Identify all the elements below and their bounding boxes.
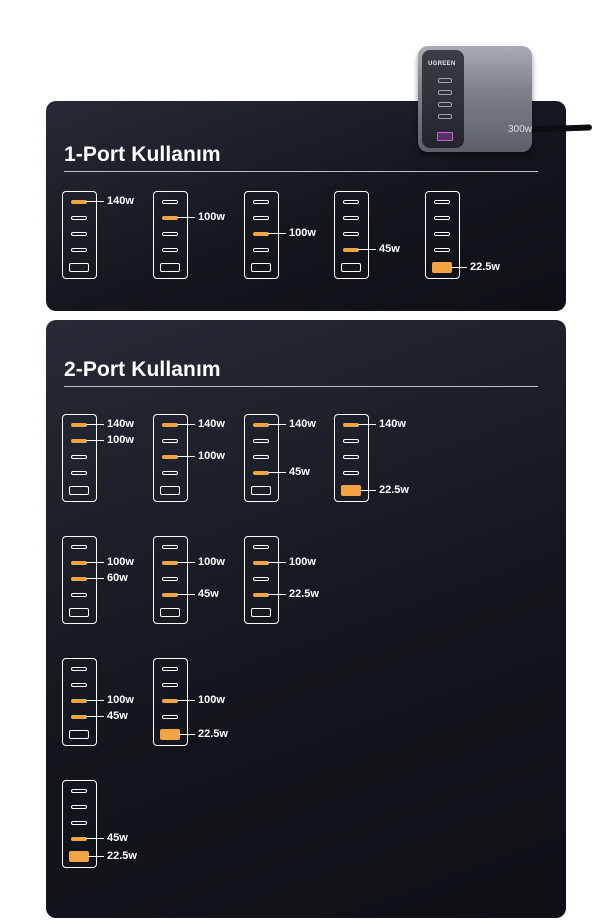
usb-c-port-icon bbox=[162, 455, 178, 459]
usb-c-port-icon bbox=[162, 593, 178, 597]
charger-image bbox=[418, 42, 598, 160]
power-label: 22.5w bbox=[379, 484, 409, 496]
port-config bbox=[62, 191, 97, 279]
leader-line bbox=[451, 267, 467, 268]
port-config bbox=[153, 658, 188, 746]
usb-c-port-icon bbox=[253, 545, 269, 549]
usb-a-port-icon bbox=[69, 486, 89, 495]
usb-c-port-icon bbox=[162, 439, 178, 443]
leader-line bbox=[268, 424, 286, 425]
power-label: 100w bbox=[289, 227, 316, 239]
power-label: 100w bbox=[107, 434, 134, 446]
power-label: 140w bbox=[107, 195, 134, 207]
usb-c-port-icon bbox=[71, 200, 87, 204]
usb-a-port-icon bbox=[251, 608, 271, 617]
usb-c-port-icon bbox=[71, 248, 87, 252]
power-label: 100w bbox=[107, 556, 134, 568]
usb-a-port-icon bbox=[251, 263, 271, 272]
usb-c-port-icon bbox=[162, 216, 178, 220]
usb-a-port-icon bbox=[69, 608, 89, 617]
usb-a-port-icon bbox=[69, 730, 89, 739]
leader-line bbox=[86, 424, 104, 425]
leader-line bbox=[268, 594, 286, 595]
power-label: 100w bbox=[198, 450, 225, 462]
usb-c-port-icon bbox=[162, 545, 178, 549]
leader-line bbox=[177, 700, 195, 701]
usb-c-port-icon bbox=[343, 455, 359, 459]
power-label: 140w bbox=[107, 418, 134, 430]
port-config bbox=[244, 536, 279, 624]
usb-c-port-icon bbox=[343, 232, 359, 236]
usb-c-port-icon bbox=[162, 232, 178, 236]
usb-a-port-icon bbox=[432, 262, 452, 273]
leader-line bbox=[177, 594, 195, 595]
usb-a-port-icon bbox=[160, 486, 180, 495]
leader-line bbox=[86, 440, 104, 441]
usb-c-port-icon bbox=[343, 423, 359, 427]
usb-c-port-icon bbox=[162, 200, 178, 204]
usb-c-port-icon bbox=[253, 471, 269, 475]
power-label: 45w bbox=[379, 243, 400, 255]
power-label: 45w bbox=[107, 832, 128, 844]
usb-c-port-icon bbox=[434, 216, 450, 220]
power-label: 140w bbox=[198, 418, 225, 430]
usb-c-port-icon bbox=[253, 455, 269, 459]
power-label: 45w bbox=[107, 710, 128, 722]
leader-line bbox=[177, 456, 195, 457]
usb-c-port-icon bbox=[253, 593, 269, 597]
usb-c-port-icon bbox=[343, 200, 359, 204]
usb-c-port-icon bbox=[162, 715, 178, 719]
usb-c-port-icon bbox=[71, 423, 87, 427]
leader-line bbox=[268, 562, 286, 563]
leader-line bbox=[177, 424, 195, 425]
power-label: 140w bbox=[379, 418, 406, 430]
port-config bbox=[62, 658, 97, 746]
charger-port-icon bbox=[438, 114, 452, 119]
usb-c-port-icon bbox=[253, 248, 269, 252]
usb-c-port-icon bbox=[253, 439, 269, 443]
usb-c-port-icon bbox=[162, 423, 178, 427]
port-config bbox=[62, 414, 97, 502]
section-title: 2-Port Kullanım bbox=[64, 358, 221, 381]
charger-port-icon bbox=[438, 102, 452, 107]
section-divider bbox=[64, 171, 538, 172]
leader-line bbox=[86, 716, 104, 717]
power-label: 60w bbox=[107, 572, 128, 584]
usb-c-port-icon bbox=[162, 683, 178, 687]
usb-c-port-icon bbox=[71, 593, 87, 597]
port-config bbox=[244, 191, 279, 279]
usb-c-port-icon bbox=[343, 216, 359, 220]
usb-c-port-icon bbox=[343, 248, 359, 252]
usb-c-port-icon bbox=[434, 248, 450, 252]
port-config bbox=[334, 191, 369, 279]
usb-c-port-icon bbox=[71, 837, 87, 841]
usb-a-port-icon bbox=[160, 263, 180, 272]
usb-c-port-icon bbox=[71, 789, 87, 793]
usb-c-port-icon bbox=[253, 561, 269, 565]
leader-line bbox=[86, 562, 104, 563]
charger-port-icon bbox=[438, 90, 452, 95]
charger-front bbox=[422, 50, 464, 148]
power-label: 22.5w bbox=[198, 728, 228, 740]
port-config bbox=[153, 414, 188, 502]
charger-port-icon bbox=[438, 78, 452, 83]
leader-line bbox=[268, 472, 286, 473]
port-config bbox=[62, 780, 97, 868]
leader-line bbox=[268, 233, 286, 234]
usb-c-port-icon bbox=[71, 561, 87, 565]
charger-usba-icon bbox=[437, 132, 453, 141]
usb-c-port-icon bbox=[71, 216, 87, 220]
usb-c-port-icon bbox=[253, 577, 269, 581]
leader-line bbox=[86, 201, 104, 202]
power-label: 100w bbox=[107, 694, 134, 706]
port-config bbox=[153, 536, 188, 624]
usb-c-port-icon bbox=[71, 545, 87, 549]
port-config bbox=[425, 191, 460, 279]
usb-c-port-icon bbox=[343, 439, 359, 443]
usb-c-port-icon bbox=[434, 200, 450, 204]
usb-a-port-icon bbox=[251, 486, 271, 495]
usb-c-port-icon bbox=[71, 667, 87, 671]
leader-line bbox=[177, 562, 195, 563]
usb-c-port-icon bbox=[71, 715, 87, 719]
usb-c-port-icon bbox=[71, 821, 87, 825]
usb-c-port-icon bbox=[71, 439, 87, 443]
charger-brand: UGREEN bbox=[428, 61, 456, 67]
usb-c-port-icon bbox=[253, 200, 269, 204]
usb-c-port-icon bbox=[253, 232, 269, 236]
leader-line bbox=[86, 838, 104, 839]
section-title: 1-Port Kullanım bbox=[64, 143, 221, 166]
usb-a-port-icon bbox=[69, 263, 89, 272]
usb-c-port-icon bbox=[162, 248, 178, 252]
usb-c-port-icon bbox=[71, 577, 87, 581]
usb-c-port-icon bbox=[162, 699, 178, 703]
usb-c-port-icon bbox=[71, 805, 87, 809]
leader-line bbox=[88, 856, 104, 857]
usb-c-port-icon bbox=[71, 455, 87, 459]
leader-line bbox=[86, 700, 104, 701]
port-config bbox=[334, 414, 369, 502]
usb-c-port-icon bbox=[162, 561, 178, 565]
port-config bbox=[244, 414, 279, 502]
usb-c-port-icon bbox=[71, 471, 87, 475]
usb-c-port-icon bbox=[343, 471, 359, 475]
power-label: 45w bbox=[198, 588, 219, 600]
power-label: 22.5w bbox=[107, 850, 137, 862]
usb-c-port-icon bbox=[162, 667, 178, 671]
usb-a-port-icon bbox=[160, 608, 180, 617]
usb-c-port-icon bbox=[253, 216, 269, 220]
leader-line bbox=[358, 249, 376, 250]
power-label: 100w bbox=[198, 556, 225, 568]
leader-line bbox=[360, 490, 376, 491]
dual-port-panel bbox=[46, 320, 566, 918]
section-divider bbox=[64, 386, 538, 387]
charger-body bbox=[418, 46, 532, 152]
usb-a-port-icon bbox=[341, 485, 361, 496]
usb-c-port-icon bbox=[253, 423, 269, 427]
power-label: 45w bbox=[289, 466, 310, 478]
usb-c-port-icon bbox=[162, 471, 178, 475]
power-label: 22.5w bbox=[289, 588, 319, 600]
power-label: 100w bbox=[198, 694, 225, 706]
usb-c-port-icon bbox=[71, 232, 87, 236]
power-label: 100w bbox=[198, 211, 225, 223]
usb-c-port-icon bbox=[71, 699, 87, 703]
usb-a-port-icon bbox=[69, 851, 89, 862]
usb-c-port-icon bbox=[434, 232, 450, 236]
power-label: 22.5w bbox=[470, 261, 500, 273]
leader-line bbox=[177, 217, 195, 218]
power-label: 140w bbox=[289, 418, 316, 430]
leader-line bbox=[358, 424, 376, 425]
usb-c-port-icon bbox=[162, 577, 178, 581]
port-config bbox=[62, 536, 97, 624]
usb-c-port-icon bbox=[71, 683, 87, 687]
charger-power-label: 300w bbox=[508, 124, 532, 135]
leader-line bbox=[179, 734, 195, 735]
usb-a-port-icon bbox=[160, 729, 180, 740]
power-label: 100w bbox=[289, 556, 316, 568]
port-config bbox=[153, 191, 188, 279]
usb-a-port-icon bbox=[341, 263, 361, 272]
leader-line bbox=[86, 578, 104, 579]
